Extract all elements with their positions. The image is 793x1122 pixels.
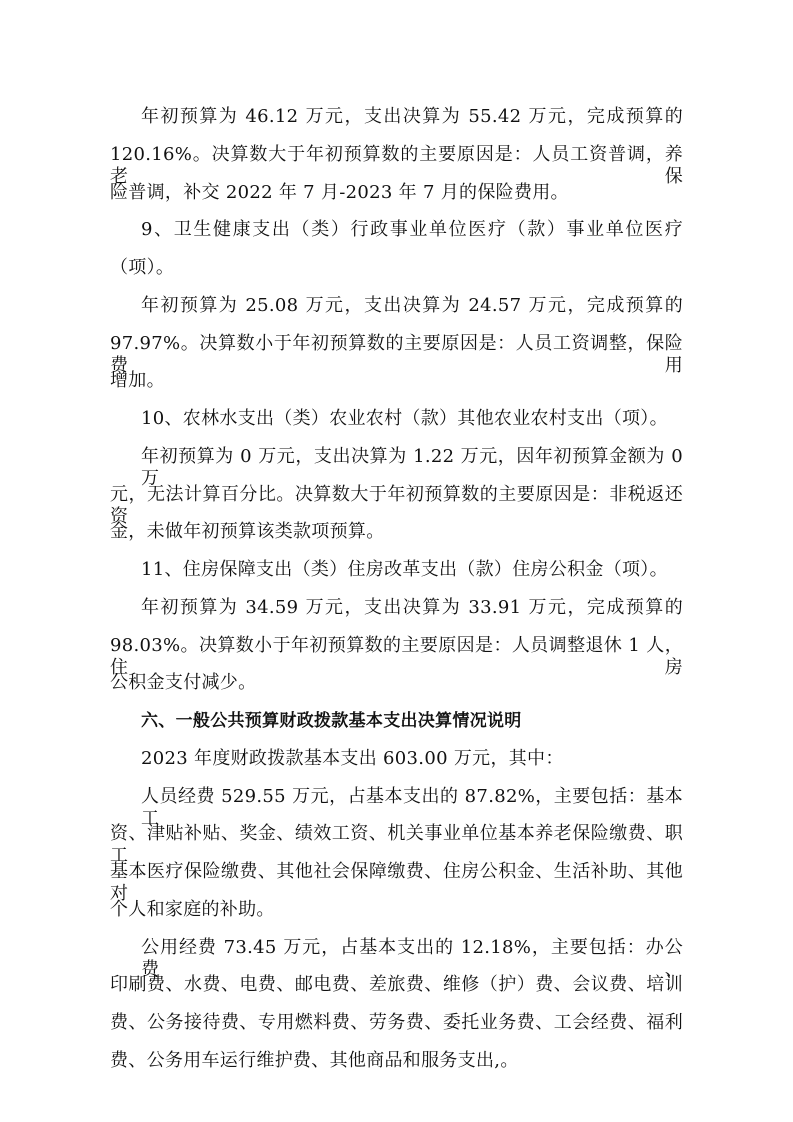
text-line: 年初预算为 34.59 万元，支出决算为 33.91 万元，完成预算的 (141, 597, 683, 618)
section-item-title: （项）。 (110, 257, 175, 278)
text-line: 元，无法计算百分比。决算数大于年初预算数的主要原因是：非税返还资 (110, 484, 683, 527)
text-line: 增加。 (110, 370, 165, 391)
text-line: 费、公务用车运行维护费、其他商品和服务支出,。 (110, 1050, 519, 1071)
text-line: 个人和家庭的补助。 (110, 899, 275, 920)
section-item-title: 10、农林水支出（类）农业农村（款）其他农业农村支出（项）。 (141, 408, 668, 429)
text-line: 年初预算为 46.12 万元，支出决算为 55.42 万元，完成预算的 (141, 106, 683, 127)
text-line: 年初预算为 0 万元，支出决算为 1.22 万元，因年初预算金额为 0 万 (141, 446, 683, 489)
section-item-title: 11、住房保障支出（类）住房改革支出（款）住房公积金（项）。 (141, 559, 668, 580)
text-line: 基本医疗保险缴费、其他社会保障缴费、住房公积金、生活补助、其他对 (110, 861, 683, 904)
text-line: 费、公务接待费、专用燃料费、劳务费、委托业务费、工会经费、福利 (110, 1012, 683, 1033)
text-line: 险普调，补交 2022 年 7 月-2023 年 7 月的保险费用。 (110, 182, 569, 203)
text-line: 公积金支付减少。 (110, 672, 257, 693)
text-line: 2023 年度财政拨款基本支出 603.00 万元，其中： (141, 748, 564, 769)
text-line: 金，未做年初预算该类款项预算。 (110, 521, 385, 542)
text-line: 公用经费 73.45 万元，占基本支出的 12.18%，主要包括：办公费、 (141, 937, 683, 980)
text-line: 97.97%。决算数小于年初预算数的主要原因是：人员工资调整，保险费用 (110, 333, 683, 376)
text-line: 人员经费 529.55 万元，占基本支出的 87.82%，主要包括：基本工 (141, 786, 683, 829)
text-line: 120.16%。决算数大于年初预算数的主要原因是：人员工资普调，养老保 (110, 144, 683, 187)
section-item-title: 9、卫生健康支出（类）行政事业单位医疗（款）事业单位医疗 (141, 219, 683, 240)
text-line: 印刷费、水费、电费、邮电费、差旅费、维修（护）费、会议费、培训 (110, 974, 683, 995)
section-heading: 六、一般公共预算财政拨款基本支出决算情况说明 (141, 711, 522, 731)
text-line: 资、津贴补贴、奖金、绩效工资、机关事业单位基本养老保险缴费、职工 (110, 823, 683, 866)
text-line: 年初预算为 25.08 万元，支出决算为 24.57 万元，完成预算的 (141, 295, 683, 316)
text-line: 98.03%。决算数小于年初预算数的主要原因是：人员调整退休 1 人，住房 (110, 635, 683, 678)
